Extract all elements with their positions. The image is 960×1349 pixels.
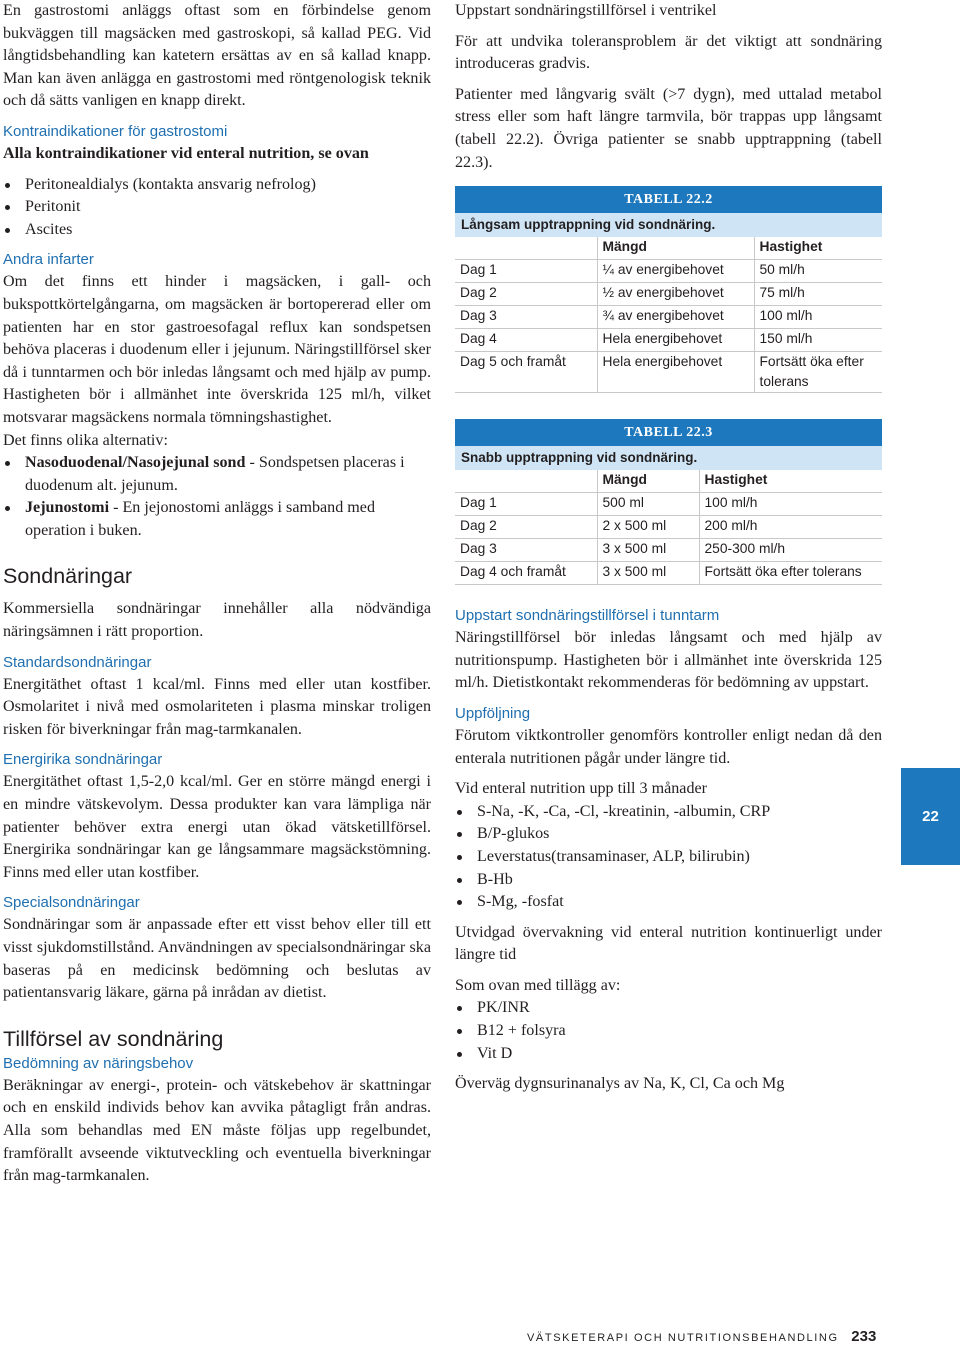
table-cell: 500 ml: [597, 493, 699, 516]
alternatives-list: [3, 452, 431, 542]
contra-heading: Kontraindikationer för gastrostomi: [3, 122, 228, 140]
andra-infarter-heading: Andra infarter: [3, 251, 94, 269]
table-header-cell: Hastighet: [754, 237, 882, 260]
table-cell: 75 ml/h: [754, 283, 882, 306]
alt-term: Jejunostomi: [25, 499, 110, 517]
table-header-cell: Hastighet: [699, 470, 882, 493]
table-title: TABELL 22.2: [455, 186, 882, 213]
list-item: S-Na, -K, -Ca, -Cl, -kreatinin, -albumin, CRP: [455, 801, 882, 824]
table-cell: ¼ av energibehovet: [597, 260, 754, 283]
list-item: [3, 497, 431, 542]
left-column: [3, 0, 431, 1188]
table-grid: [455, 237, 882, 393]
uppfoljning-heading: Uppföljning: [455, 704, 531, 722]
andra-infarter-text: Om det finns ett hinder i magsäcken, i gall- och bukspottkörtelgångarna, om magsäcken är bortopererad eller om patienten har en stor gastroesofagal reflux kan sondspetsen behöva placeras i duodenum eller i jejunum. Näringstillförsel sker då i tunntarmen och bör inledas långsamt och med hjälp av pump. Hastigheten bör i allmänhet inte överskrida 125 ml/h, vilket motsvarar magsäckens normala tömningshastighet.: [3, 273, 431, 426]
alt-desc: - Sondspetsen placeras i duodenum alt. jejunum.: [25, 454, 405, 494]
table-row: [455, 329, 882, 352]
uppfoljning-text: Förutom viktkontroller genomförs kontroller enligt nedan då den enterala nutritionen pågår under längre tid.: [455, 726, 882, 767]
list-item: PK/INR: [455, 997, 882, 1020]
table-row: [455, 352, 882, 393]
list-item: Peritonealdialys (kontakta ansvarig nefrolog): [3, 174, 431, 197]
sondnaringar-heading: Sondnäringar: [3, 564, 133, 589]
table-cell: Dag 4 och framåt: [455, 562, 597, 585]
running-title: VÄTSKETERAPI OCH NUTRITIONSBEHANDLING: [527, 1332, 839, 1344]
table-cell: Dag 2: [455, 283, 597, 306]
tunntarm-text: Näringstillförsel bör inledas långsamt och med hjälp av nutritionspump. Hastigheten bör i allmänhet inte överskrida 125 ml/h. Dietistkontakt rekommenderas för bedömning av uppstart.: [455, 629, 882, 692]
table-header-cell: Mängd: [597, 470, 699, 493]
three-months-list: [455, 801, 882, 914]
consider-urine-analysis: Överväg dygnsurinanalys av Na, K, Cl, Ca och Mg: [455, 1075, 785, 1093]
table-cell: 2 x 500 ml: [597, 516, 699, 539]
energirika-text: Energitäthet oftast 1,5-2,0 kcal/ml. Ger en större mängd energi i en mindre vätskevolym. Dessa produkter kan vara lämpliga när patienter behöver extra energi utan ökad vätsketillförsel. Energirika sondnäringar kan ge långsammare magsäckstömning. Finns med eller utan kostfiber.: [3, 773, 431, 881]
table-subtitle: Snabb upptrappning vid sondnäring.: [455, 446, 882, 470]
table-cell: Hela energibehovet: [597, 329, 754, 352]
table-cell: ¾ av energibehovet: [597, 306, 754, 329]
table-row: [455, 306, 882, 329]
as-above-lead: Som ovan med tillägg av:: [455, 976, 621, 994]
page-number: 233: [851, 1328, 877, 1345]
three-months-lead: Vid enteral nutrition upp till 3 månader: [455, 780, 707, 798]
extended-monitoring: Utvidgad övervakning vid enteral nutrition kontinuerligt under längre tid: [455, 923, 882, 964]
table-row: [455, 283, 882, 306]
table-cell: Dag 1: [455, 493, 597, 516]
contra-lead: Alla kontraindikationer vid enteral nutrition, se ovan: [3, 144, 369, 162]
table-cell: 3 x 500 ml: [597, 539, 699, 562]
table-cell: 50 ml/h: [754, 260, 882, 283]
alt-term: Nasoduodenal/Nasojejunal sond: [25, 454, 246, 472]
alternatives-lead: Det finns olika alternativ:: [3, 431, 168, 449]
table-row: [455, 562, 882, 585]
table-cell: 3 x 500 ml: [597, 562, 699, 585]
list-item: Ascites: [3, 219, 431, 242]
table-title: TABELL 22.3: [455, 419, 882, 446]
table-cell: Dag 3: [455, 306, 597, 329]
table-row: [455, 539, 882, 562]
table-cell: Fortsätt öka efter tolerans: [754, 352, 882, 393]
table-22-2: [455, 186, 882, 393]
table-cell: 100 ml/h: [754, 306, 882, 329]
list-item: Leverstatus(transaminaser, ALP, bilirubin): [455, 846, 882, 869]
bedomning-heading: Bedömning av näringsbehov: [3, 1054, 194, 1072]
table-header-cell: Mängd: [597, 237, 754, 260]
special-heading: Specialsondnäringar: [3, 894, 140, 912]
list-item: S-Mg, -fosfat: [455, 891, 882, 914]
chapter-tab: 22: [901, 768, 960, 865]
table-grid: [455, 470, 882, 585]
tillforsel-heading: Tillförsel av sondnäring: [3, 1026, 224, 1051]
table-header-cell: [455, 237, 597, 260]
list-item: B12 + folsyra: [455, 1020, 882, 1043]
table-subtitle: Långsam upptrappning vid sondnäring.: [455, 213, 882, 237]
table-cell: 200 ml/h: [699, 516, 882, 539]
list-item: Vit D: [455, 1043, 882, 1066]
table-cell: ½ av energibehovet: [597, 283, 754, 306]
list-item: Peritonit: [3, 196, 431, 219]
table-row: [455, 516, 882, 539]
bedomning-text: Beräkningar av energi-, protein- och vätskebehov är skattningar och en enskild individs behov kan avvika påtagligt från andras. Alla som behandlas med EN måste följas upp regelbundet, framförallt avseende viktutveckling och eventuella biverkningar från mag-tarmkanalen.: [3, 1076, 431, 1185]
special-text: Sondnäringar som är anpassade efter ett visst behov eller till ett visst sjukdomstillstånd. Användningen av specialsondnäringar ska baseras på en medicinsk bedömning och beslutas av patientansvarig läkare, gärna på inrådan av dietist.: [3, 916, 431, 1002]
ventrikel-heading: Uppstart sondnäringstillförsel i ventrikel: [455, 2, 717, 19]
table-cell: Dag 5 och framåt: [455, 352, 597, 393]
table-22-3: [455, 419, 882, 585]
table-cell: Dag 3: [455, 539, 597, 562]
list-item: B-Hb: [455, 869, 882, 892]
table-header-row: [455, 470, 882, 493]
as-above-list: [455, 997, 882, 1065]
table-cell: Dag 1: [455, 260, 597, 283]
energirika-heading: Energirika sondnäringar: [3, 751, 163, 769]
table-header-cell: [455, 470, 597, 493]
table-row: [455, 493, 882, 516]
page-footer: [527, 1328, 887, 1345]
ventrikel-p2: Patienter med långvarig svält (>7 dygn), med uttalad metabol stress eller som haft längre tarmvila, bör trappas upp långsamt (tabell 22.2). Övriga patienter se snabb upptrappning (tabell 22.3).: [455, 85, 882, 171]
standard-text: Energitäthet oftast 1 kcal/ml. Finns med eller utan kostfiber. Osmolaritet i nivå med osmolariteten i plasma minskar troligen risken för biverkningar från mag-tarmkanalen.: [3, 675, 431, 738]
table-row: [455, 260, 882, 283]
table-cell: Hela energibehovet: [597, 352, 754, 393]
sondnaringar-text: Kommersiella sondnäringar innehåller alla nödvändiga näringsämnen i rätt proportion.: [3, 600, 431, 641]
right-column: [455, 0, 882, 1096]
intro-paragraph: En gastrostomi anläggs oftast som en förbindelse genom bukväggen till magsäcken med gastroskopi, så kallad PEG. Vid långtidsbehandling kan katetern ersättas av en så kallad knapp. Man kan även anlägga en gastrostomi med röntgenologisk teknik och då sätts vanligen en knapp direkt.: [3, 2, 431, 110]
ventrikel-p1: För att undvika toleransproblem är det viktigt att sondnäring introduceras gradvis.: [455, 32, 882, 73]
alt-desc: - En jejonostomi anläggs i samband med operation i buken.: [25, 499, 375, 539]
table-cell: 100 ml/h: [699, 493, 882, 516]
standard-heading: Standardsondnäringar: [3, 653, 152, 671]
list-item: B/P-glukos: [455, 823, 882, 846]
contra-list: [3, 174, 431, 242]
table-cell: Dag 4: [455, 329, 597, 352]
list-item: [3, 452, 431, 497]
table-header-row: [455, 237, 882, 260]
table-cell: Dag 2: [455, 516, 597, 539]
table-cell: 150 ml/h: [754, 329, 882, 352]
tunntarm-heading: Uppstart sondnäringstillförsel i tunntarm: [455, 607, 720, 625]
table-cell: Fortsätt öka efter tolerans: [699, 562, 882, 585]
table-cell: 250-300 ml/h: [699, 539, 882, 562]
